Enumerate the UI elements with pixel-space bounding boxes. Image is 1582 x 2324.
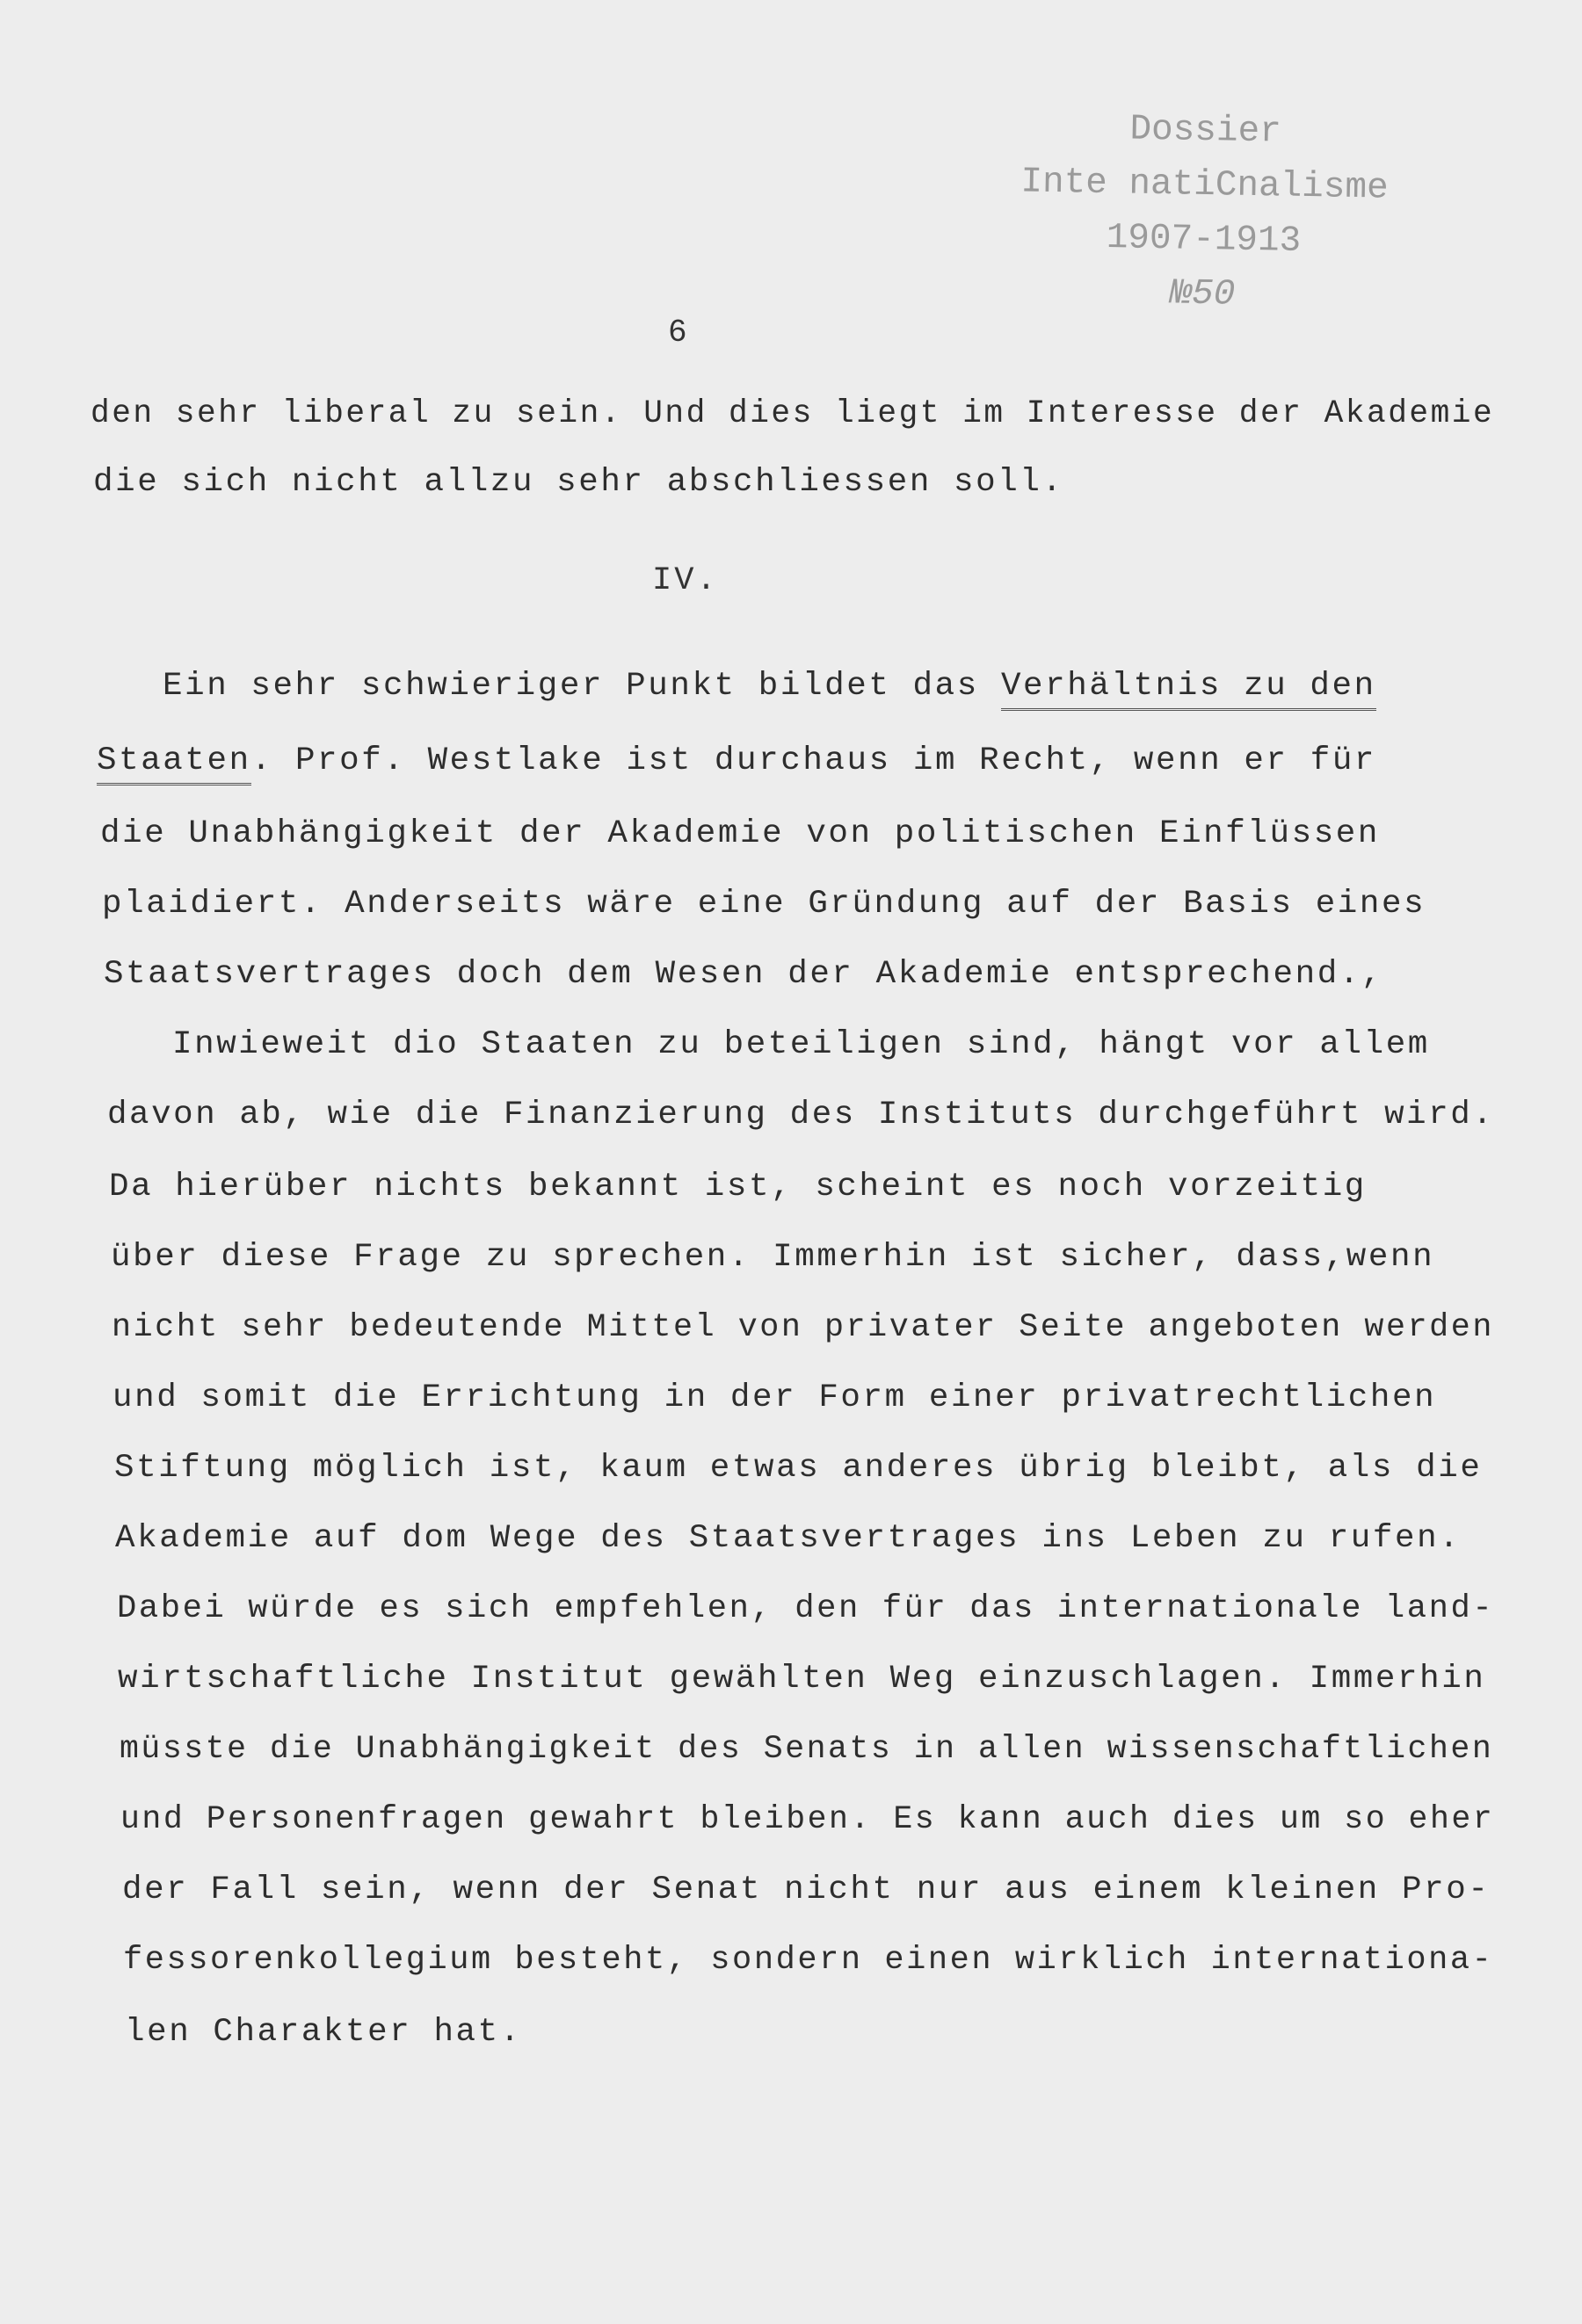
stamp-line-number: №50 bbox=[1170, 273, 1236, 315]
page-number: 6 bbox=[668, 315, 687, 351]
paragraph1-line-4: plaidiert. Anderseits wäre eine Gründung auf der Basis eines bbox=[102, 886, 1426, 923]
section-heading: IV. bbox=[652, 562, 719, 599]
paragraph1-line-2 bbox=[97, 742, 1376, 779]
paragraph2-line-7: Stiftung möglich ist, kaum etwas anderes übrig bleibt, als die bbox=[114, 1450, 1483, 1487]
paragraph2-line-13: der Fall sein, wenn der Senat nicht nur aus einem kleinen Pro- bbox=[122, 1872, 1491, 1908]
paragraph2-line-10: wirtschaftliche Institut gewählten Weg einzuschlagen. Immerhin bbox=[118, 1661, 1486, 1698]
paragraph2-line-5: nicht sehr bedeutende Mittel von privater Seite angeboten werden bbox=[112, 1309, 1494, 1346]
paragraph1-line-1 bbox=[163, 668, 1376, 705]
paragraph2-line-11: müsste die Unabhängigkeit des Senats in allen wissenschaftlichen bbox=[120, 1731, 1494, 1768]
paragraph1-line-5: Staatsvertrages doch dem Wesen der Akademie entsprechend., bbox=[104, 956, 1384, 993]
archive-stamp bbox=[1009, 100, 1399, 325]
underlined-phrase-2: Staaten bbox=[97, 742, 251, 786]
paragraph2-line-4: über diese Frage zu sprechen. Immerhin ist sicher, dass,wenn bbox=[111, 1239, 1435, 1276]
stamp-line-years: 1907-1913 bbox=[1106, 218, 1302, 262]
paragraph2-line-14: fessorenkollegium besteht, sondern einen wirklich internationa- bbox=[123, 1942, 1494, 1979]
paragraph2-line-2: davon ab, wie die Finanzierung des Instituts durchgeführt wird. bbox=[107, 1097, 1495, 1133]
paragraph1-line-3: die Unabhängigkeit der Akademie von politischen Einflüssen bbox=[100, 815, 1381, 852]
paragraph2-line-12: und Personenfragen gewahrt bleiben. Es kann auch dies um so eher bbox=[120, 1801, 1495, 1838]
paragraph2-line-8: Akademie auf dom Wege des Staatsvertrages ins Leben zu rufen. bbox=[115, 1520, 1462, 1557]
paragraph1-line-1-prefix: Ein sehr schwieriger Punkt bildet das bbox=[163, 668, 1001, 705]
paragraph2-line-1: Inwieweit dio Staaten zu beteiligen sind, hängt vor allem bbox=[172, 1026, 1430, 1063]
underlined-phrase-1: Verhältnis zu den bbox=[1001, 668, 1376, 711]
paragraph1-line-2-suffix: . Prof. Westlake ist durchaus im Recht, wenn er für bbox=[250, 742, 1377, 779]
paragraph2-line-3: Da hierüber nichts bekannt ist, scheint es noch vorzeitig bbox=[109, 1169, 1367, 1205]
paragraph2-line-15: len Charakter hat. bbox=[125, 2014, 522, 2051]
stamp-line-title: Inte natiCnalisme bbox=[1020, 162, 1390, 209]
stamp-line-dossier: Dossier bbox=[1129, 109, 1282, 153]
continuation-line-1: den sehr liberal zu sein. Und dies liegt im Interesse der Akademie bbox=[91, 395, 1495, 432]
paragraph2-line-9: Dabei würde es sich empfehlen, den für das internationale land- bbox=[117, 1590, 1495, 1627]
continuation-line-2: die sich nicht allzu sehr abschliessen soll. bbox=[93, 464, 1064, 501]
paragraph2-line-6: und somit die Errichtung in der Form einer privatrechtlichen bbox=[112, 1379, 1437, 1416]
